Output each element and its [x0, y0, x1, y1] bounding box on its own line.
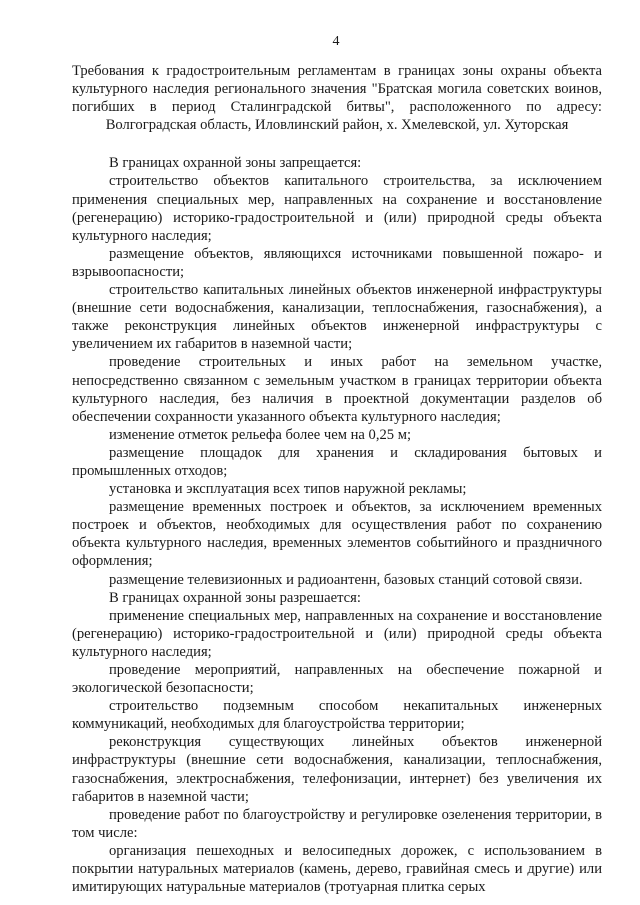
prohibited-item: строительство объектов капитального строительства, за исключением применения специальных мер, направленных на сохранение и восстановление (регенерацию) историко-градостроительной и (или) природной среды объекта культурного наследия; — [72, 173, 602, 244]
document-title: Требования к градостроительным регламентам в границах зоны охраны объекта культурного наследия регионального значения "Братская могила советских воинов, погибших в период Сталинградской битвы", расположенного по адресу: Волгоградская область, Иловлинский район, х. Хмелевской, ул. Хуторская — [72, 63, 602, 134]
permitted-item: проведение работ по благоустройству и регулировке озеленения территории, в том числе: — [72, 806, 602, 841]
permitted-item: применение специальных мер, направленных на сохранение и восстановление (регенерацию) историко-градостроительной и (или) природной среды объекта культурного наследия; — [72, 607, 602, 660]
prohibited-item: строительство капитальных линейных объектов инженерной инфраструктуры (внешние сети водоснабжения, канализации, теплоснабжения, газоснабжения), а также реконструкция линейных объектов инженерной инфраструктуры с увеличением их габаритов в наземной части; — [72, 282, 602, 353]
document-body — [72, 62, 602, 896]
permitted-item: строительство подземным способом некапитальных инженерных коммуникаций, необходимых для благоустройства территории; — [72, 698, 602, 733]
prohibited-section — [72, 154, 602, 588]
page-number: 4 — [332, 34, 340, 49]
prohibited-item: установка и эксплуатация всех типов наружной рекламы; — [109, 481, 467, 498]
permitted-item: проведение мероприятий, направленных на обеспечение пожарной и экологической безопасности; — [72, 662, 602, 697]
prohibited-heading: В границах охранной зоны запрещается: — [109, 155, 362, 172]
prohibited-item: размещение временных построек и объектов, за исключением временных построек и объектов, необходимых для осуществления работ по сохранению объекта культурного наследия, временных элементов событийного и праздничного оформления; — [72, 499, 602, 570]
prohibited-item: проведение строительных и иных работ на земельном участке, непосредственно связанном с земельным участком в границах территории объекта культурного наследия, без наличия в проектной документации разделов об обеспечении сохранности указанного объекта культурного наследия; — [72, 354, 602, 425]
prohibited-item: размещение площадок для хранения и складирования бытовых и промышленных отходов; — [72, 444, 602, 479]
prohibited-item: изменение отметок рельефа более чем на 0,25 м; — [109, 426, 412, 443]
permitted-item: реконструкция существующих линейных объектов инженерной инфраструктуры (внешние сети водоснабжения, канализации, теплоснабжения, газоснабжения, электроснабжения, телефонизации, интернет) без увеличения их габаритов в наземной части; — [72, 734, 602, 805]
prohibited-item: размещение объектов, являющихся источниками повышенной пожаро- и взрывоопасности; — [72, 245, 602, 280]
permitted-item: организация пешеходных и велосипедных дорожек, с использованием в покрытии натуральных материалов (камень, дерево, гравийная смесь и другие) или имитирующих натуральные материалов (тротуарная плитка серых — [72, 842, 602, 896]
permitted-heading: В границах охранной зоны разрешается: — [109, 589, 361, 606]
prohibited-item: размещение телевизионных и радиоантенн, базовых станций сотовой связи. — [109, 571, 583, 588]
permitted-section — [72, 589, 602, 897]
